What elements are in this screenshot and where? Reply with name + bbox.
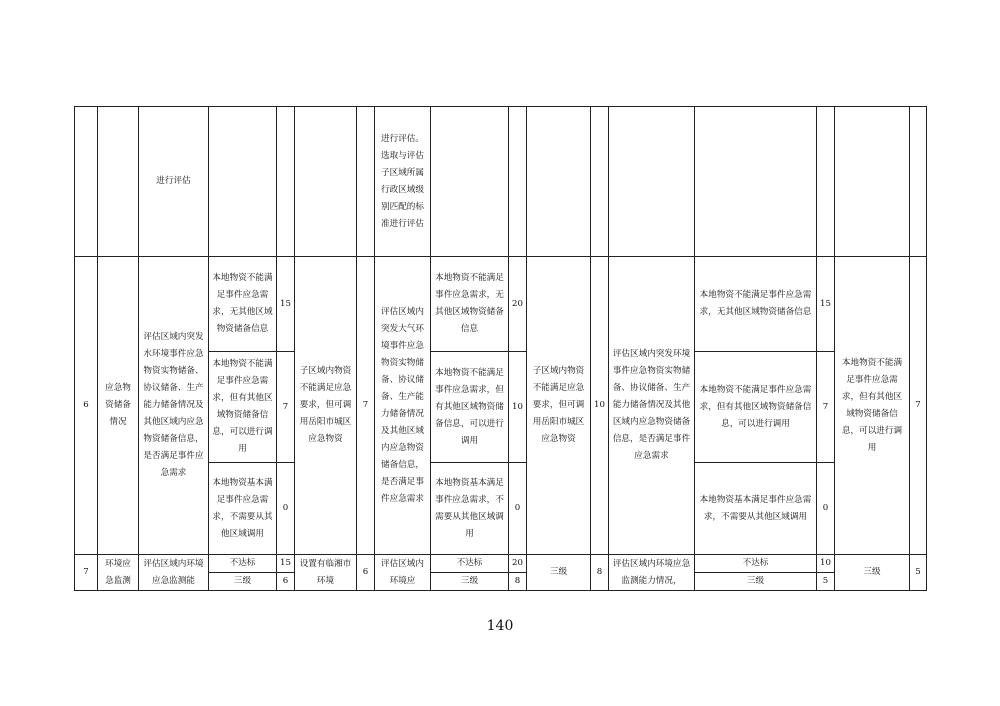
table-row	[75, 257, 927, 352]
table-cell: 三级	[695, 573, 817, 591]
table-cell: 本地物资不能满足事件应急需求，无其他区域物资储备信息	[431, 257, 509, 352]
table-cell: 评估区域内环境应	[375, 555, 431, 591]
table-cell: 0	[817, 463, 835, 555]
table-cell: 10	[509, 352, 527, 463]
table-cell: 本地物资不能满足事件应急需求，但有其他区域物资储备信息，可以进行调用	[695, 352, 817, 463]
table-cell: 15	[277, 257, 295, 352]
table-cell: 10	[591, 257, 609, 555]
table-cell: 7	[357, 257, 375, 555]
table-cell: 本地物资不能满足事件应急需求，无其他区域物资储备信息	[695, 257, 817, 352]
table-cell	[835, 107, 910, 257]
table-cell: 0	[509, 463, 527, 555]
table-cell: 评估区域内环境应急监测能力情况，	[609, 555, 695, 591]
table-cell	[817, 107, 835, 257]
table-cell: 设置有临湘市环境	[295, 555, 357, 591]
table-row	[75, 555, 927, 573]
table-cell: 不达标	[209, 555, 277, 573]
table-cell	[431, 107, 509, 257]
table-cell: 本地物资基本满足事件应急需求，不需要从其他区域调用	[431, 463, 509, 555]
table-cell	[295, 107, 357, 257]
table-cell: 三级	[209, 573, 277, 591]
table-cell: 本地物资基本满足事件应急需求，不需要从其他区域调用	[209, 463, 277, 555]
table-cell: 评估区域内突发大气环境事件应急物资实物储备、协议储备、生产能力储备情况及其他区域内应急物资储备信息，是否满足事件应急需求	[375, 257, 431, 555]
table-cell: 本地物资不能满足事件应急需求，但有其他区域物资储备信息，可以进行调用	[835, 257, 910, 555]
table-cell: 进行评估	[139, 107, 209, 257]
table-cell: 进行评估。选取与评估子区域所属行政区域级别匹配的标准进行评估	[375, 107, 431, 257]
table-cell	[209, 107, 277, 257]
table-cell: 评估区域内突发环境事件应急物资实物储备、协议储备、生产能力储备情况及其他区域内应急物资储备信息，是否满足事件应急需求	[609, 257, 695, 555]
table-cell: 5	[910, 555, 927, 591]
page-number: 140	[486, 618, 514, 634]
table-cell	[509, 107, 527, 257]
table-cell: 不达标	[695, 555, 817, 573]
table-cell	[910, 107, 927, 257]
table-cell: 8	[509, 573, 527, 591]
table-cell: 三级	[835, 555, 910, 591]
table-cell: 7	[910, 257, 927, 555]
table-cell: 评估区域内突发水环境事件应急物资实物储备、协议储备、生产能力储备情况及其他区域内应急物资储备信息，是否满足事件应急需求	[139, 257, 209, 555]
table-cell: 7	[277, 352, 295, 463]
table-cell: 6	[75, 257, 98, 555]
table-cell: 15	[817, 257, 835, 352]
table-cell: 本地物资不能满足事件应急需求，但有其他区域物资储备信息，可以进行调用	[209, 352, 277, 463]
table-cell: 20	[509, 257, 527, 352]
table-cell: 环境应急监测	[98, 555, 139, 591]
table-cell: 评估区域内环境应急监测能	[139, 555, 209, 591]
table-cell: 8	[591, 555, 609, 591]
table-cell: 7	[75, 555, 98, 591]
table-cell: 0	[277, 463, 295, 555]
assessment-table	[74, 106, 927, 591]
table-row	[75, 107, 927, 257]
table-cell: 6	[357, 555, 375, 591]
table-cell: 5	[817, 573, 835, 591]
table-cell: 7	[817, 352, 835, 463]
table-cell: 本地物资不能满足事件应急需求，但有其他区域物资储备信息，可以进行调用	[431, 352, 509, 463]
table-cell	[277, 107, 295, 257]
table-cell: 三级	[527, 555, 591, 591]
table-cell: 子区域内物资不能满足应急要求，但可调用岳阳市城区应急物资	[527, 257, 591, 555]
table-cell: 三级	[431, 573, 509, 591]
table-cell	[695, 107, 817, 257]
table-cell: 子区域内物资不能满足应急要求，但可调用岳阳市城区应急物资	[295, 257, 357, 555]
table-cell: 6	[277, 573, 295, 591]
table-cell	[591, 107, 609, 257]
table-cell: 20	[509, 555, 527, 573]
table-cell	[609, 107, 695, 257]
table-cell: 15	[277, 555, 295, 573]
table-cell: 本地物资不能满足事件应急需求，无其他区域物资储备信息	[209, 257, 277, 352]
table-cell: 本地物资基本满足事件应急需求，不需要从其他区域调用	[695, 463, 817, 555]
table-cell	[98, 107, 139, 257]
table-cell	[357, 107, 375, 257]
table-cell: 应急物资储备情况	[98, 257, 139, 555]
table-cell	[527, 107, 591, 257]
table-cell: 10	[817, 555, 835, 573]
table-cell: 不达标	[431, 555, 509, 573]
table-cell	[75, 107, 98, 257]
